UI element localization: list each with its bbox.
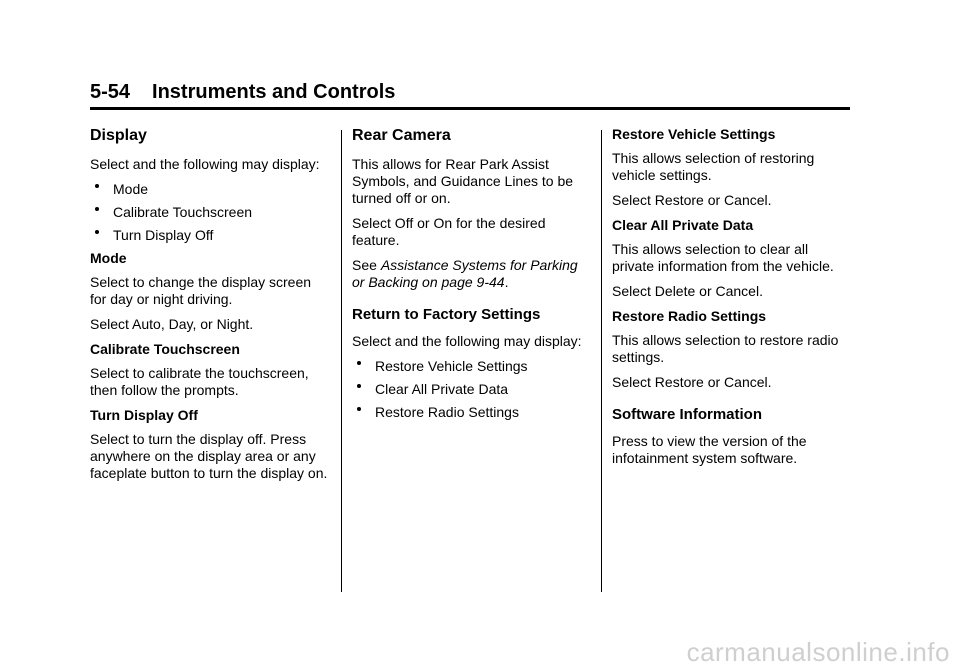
see-prefix: See: [352, 257, 381, 273]
list-item: Mode: [90, 181, 330, 198]
rear-camera-paragraph-1: This allows for Rear Park Assist Symbols, and Guidance Lines to be turned off or on.: [352, 156, 574, 206]
restore-radio-subheading: Restore Radio Settings: [612, 308, 767, 324]
list-item: Calibrate Touchscreen: [90, 204, 330, 221]
list-item: Turn Display Off: [90, 227, 330, 244]
column-divider-2: [601, 130, 602, 592]
calibrate-paragraph: Select to calibrate the touchscreen, then follow the prompts.: [90, 365, 309, 398]
mode-subheading: Mode: [90, 250, 127, 266]
rear-camera-paragraph-2: Select Off or On for the desired feature.: [352, 215, 546, 248]
clear-data-paragraph-2: Select Delete or Cancel.: [612, 283, 763, 299]
display-options-list: [90, 181, 330, 244]
factory-settings-intro: Select and the following may display:: [352, 333, 582, 349]
list-item: Clear All Private Data: [352, 381, 590, 398]
restore-vehicle-paragraph-2: Select Restore or Cancel.: [612, 192, 772, 208]
mode-paragraph-2: Select Auto, Day, or Night.: [90, 316, 254, 332]
page-header: [90, 81, 850, 110]
restore-radio-paragraph-2: Select Restore or Cancel.: [612, 374, 772, 390]
turn-off-paragraph: Select to turn the display off. Press anywhere on the display area or any faceplate button to turn the display on.: [90, 431, 328, 481]
watermark: carmanualsonline.info: [686, 637, 950, 667]
display-intro: Select and the following may display:: [90, 156, 320, 172]
page-number: 5-54: [90, 81, 131, 103]
column-1: [90, 126, 330, 490]
see-reference: [352, 257, 590, 291]
list-item: Restore Vehicle Settings: [352, 358, 590, 375]
list-item: Restore Radio Settings: [352, 404, 590, 421]
section-title: Instruments and Controls: [152, 81, 396, 103]
restore-radio-paragraph-1: This allows selection to restore radio settings.: [612, 332, 839, 365]
clear-data-subheading: Clear All Private Data: [612, 217, 754, 233]
display-heading: Display: [90, 127, 147, 144]
factory-settings-heading: Return to Factory Settings: [352, 306, 541, 323]
clear-data-paragraph-1: This allows selection to clear all private information from the vehicle.: [612, 241, 834, 274]
software-info-paragraph: Press to view the version of the infotainment system software.: [612, 433, 807, 466]
column-2: [352, 126, 590, 427]
restore-vehicle-subheading: Restore Vehicle Settings: [612, 126, 776, 142]
factory-options-list: [352, 358, 590, 421]
turn-off-subheading: Turn Display Off: [90, 407, 198, 423]
cross-reference-link[interactable]: Assistance Systems for Parking or Backing on page 9-44: [352, 257, 578, 290]
mode-paragraph-1: Select to change the display screen for day or night driving.: [90, 274, 312, 307]
rear-camera-heading: Rear Camera: [352, 127, 451, 144]
column-3: [612, 126, 852, 475]
software-info-heading: Software Information: [612, 406, 763, 423]
column-divider-1: [341, 130, 342, 592]
restore-vehicle-paragraph-1: This allows selection of restoring vehicle settings.: [612, 150, 815, 183]
calibrate-subheading: Calibrate Touchscreen: [90, 341, 240, 357]
see-suffix: .: [504, 274, 509, 290]
